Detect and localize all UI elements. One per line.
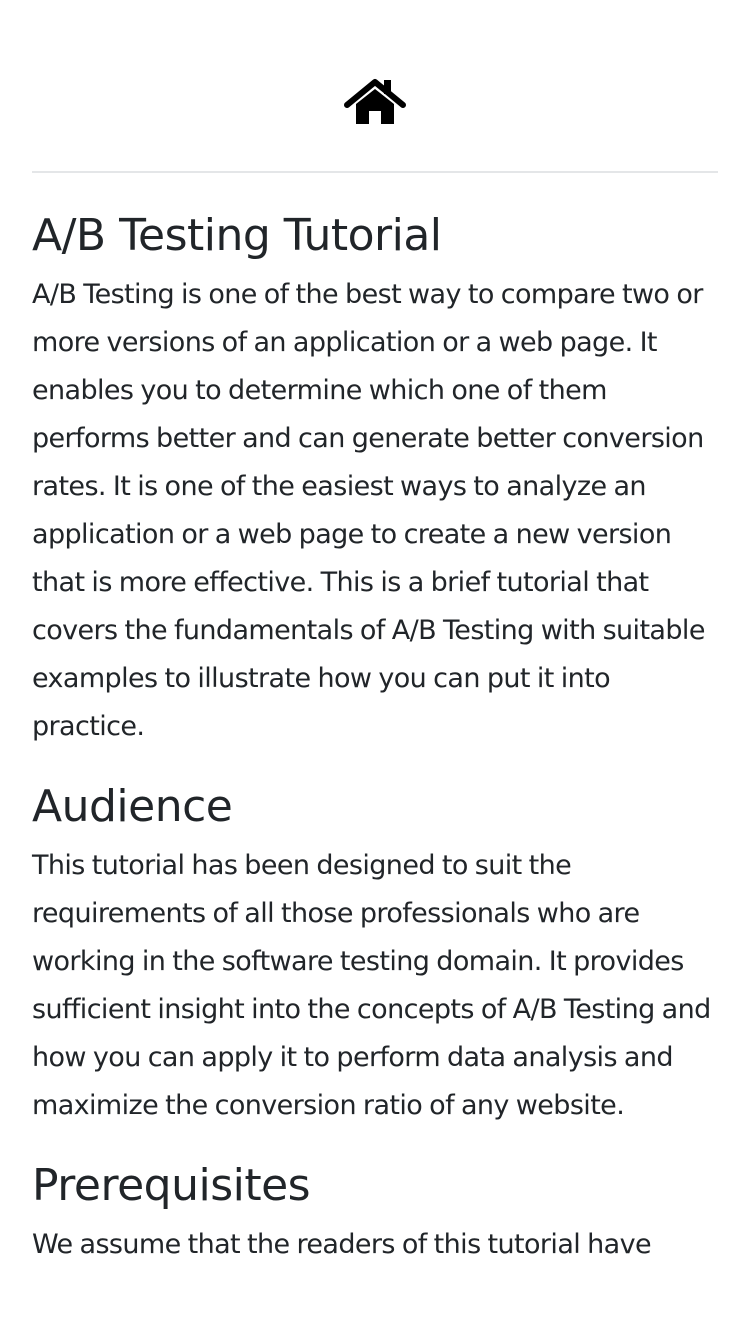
home-link[interactable] — [344, 77, 406, 127]
audience-paragraph: This tutorial has been designed to suit the requirements of all those professionals who are working in the software testing domain. It provides sufficient insight into the concepts of A/B Testing and how you can apply it to perform data analysis and maximize the conversion ratio of any website. — [32, 850, 711, 1121]
audience-heading: Audience — [32, 781, 233, 832]
main-content — [32, 210, 718, 1269]
prerequisites-heading: Prerequisites — [32, 1160, 311, 1211]
page-header — [32, 0, 718, 173]
section-audience — [32, 781, 718, 1130]
home-icon — [344, 77, 406, 127]
prerequisites-paragraph: We assume that the readers of this tutorial have — [32, 1229, 652, 1260]
section-prerequisites — [32, 1160, 718, 1269]
page-title: A/B Testing Tutorial — [32, 210, 442, 261]
intro-paragraph: A/B Testing is one of the best way to compare two or more versions of an application or a web page. It enables you to determine which one of them performs better and can generate better conversion rates. It is one of the easiest ways to analyze an application or a web page to create a new version that is more effective. This is a brief tutorial that covers the fundamentals of A/B Testing with suitable examples to illustrate how you can put it into practice. — [32, 279, 705, 742]
section-intro — [32, 210, 718, 751]
